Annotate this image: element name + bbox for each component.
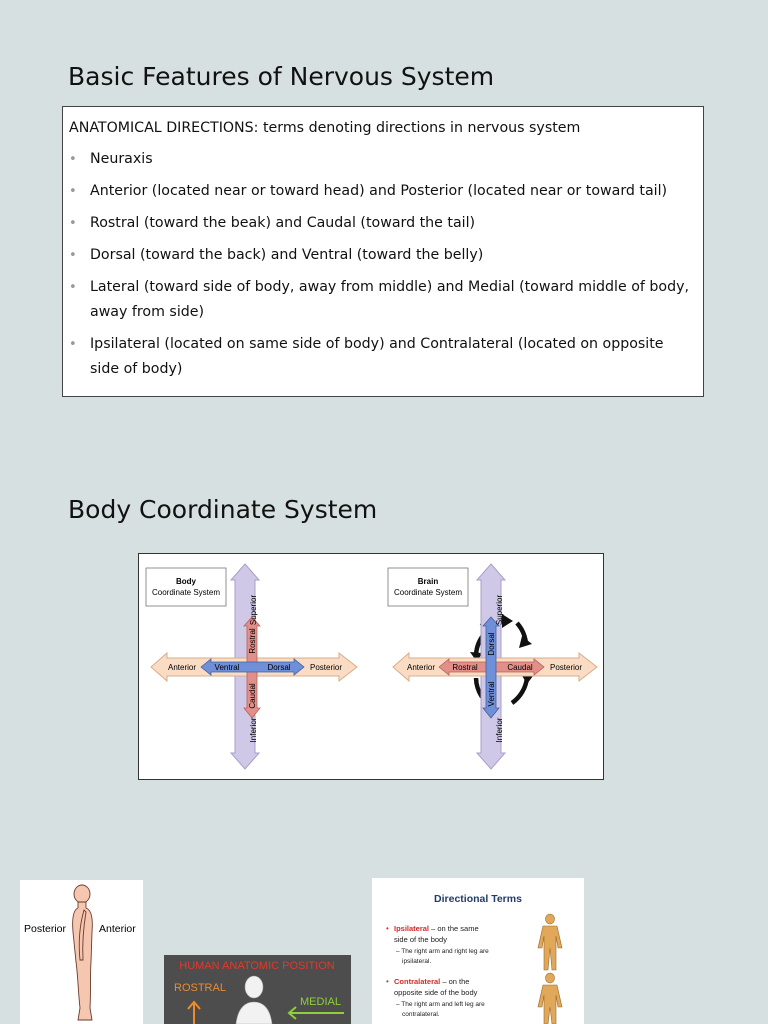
contralateral-example: – The right arm and left leg are (396, 1001, 485, 1008)
bullet-icon: • (69, 216, 77, 231)
brain-dorsal-label: Dorsal (487, 632, 496, 656)
coordinate-system-diagram (138, 553, 604, 780)
body-posterior-label: Posterior (309, 663, 343, 672)
posterior-label: Posterior (24, 923, 67, 935)
ipsilateral-figure-icon (538, 914, 562, 970)
brain-caudal-label: Caudal (507, 663, 533, 672)
body-rostral-label: Rostral (248, 628, 257, 654)
body-dorsal-label: Dorsal (267, 663, 291, 672)
ipsilateral-term: Ipsilateral (394, 924, 430, 933)
bullet-icon: • (386, 924, 389, 933)
bullet-icon: • (69, 184, 77, 199)
brain-coordinate-panel (388, 564, 597, 769)
human-profile-image (20, 880, 143, 1024)
body-label-box (146, 568, 226, 606)
body-anterior-label: Anterior (167, 663, 197, 672)
bullet-icon: • (386, 977, 389, 986)
body-ventral-label: Ventral (214, 663, 240, 672)
anatomical-directions-box (62, 106, 704, 397)
body-label-subtitle: Coordinate System (151, 588, 221, 597)
ipsilateral-def-line2: side of the body (394, 935, 447, 944)
contralateral-figure-icon (538, 973, 562, 1024)
body-superior-label: Superior (249, 594, 258, 626)
body-inferior-label: Inferior (249, 717, 258, 743)
anterior-label: Anterior (99, 923, 136, 935)
rostral-label: ROSTRAL (174, 982, 226, 994)
brain-inferior-label: Inferior (495, 717, 504, 743)
svg-text:Contralateral – on the (394, 977, 469, 986)
contralateral-def-line2: opposite side of the body (394, 988, 478, 997)
section-title-body-coordinate: Body Coordinate System (68, 495, 378, 524)
brain-rostral-label: Rostral (452, 663, 478, 672)
ipsilateral-def: – on the same (429, 924, 479, 933)
body-caudal-label: Caudal (248, 683, 257, 709)
medial-label: MEDIAL (300, 996, 341, 1008)
body-coordinate-panel (146, 564, 357, 769)
list-item: • Rostral (toward the beak) and Caudal (toward the tail) (69, 211, 691, 236)
list-item: • Lateral (toward side of body, away from middle) and Medial (toward middle of body, away from side) (69, 275, 691, 325)
ipsilateral-example: – The right arm and right leg are (396, 948, 489, 955)
brain-anterior-label: Anterior (406, 663, 436, 672)
bullet-icon: • (69, 248, 77, 263)
list-item: • Dorsal (toward the back) and Ventral (toward the belly) (69, 243, 691, 268)
list-item: • Neuraxis (69, 147, 691, 172)
contralateral-def: – on the (440, 977, 470, 986)
anatomic-position-title: HUMAN ANATOMIC POSITION (179, 960, 335, 972)
brain-label-title: Brain (417, 577, 439, 586)
brain-ventral-label: Ventral (487, 681, 496, 707)
directional-terms-title: Directional Terms (434, 893, 522, 905)
brain-superior-label: Superior (495, 594, 504, 626)
section-title-nervous-system: Basic Features of Nervous System (68, 62, 495, 91)
contralateral-example-line2: contralateral. (402, 1011, 440, 1018)
list-item: • Anterior (located near or toward head) and Posterior (located near or toward tail) (69, 179, 691, 204)
contralateral-term: Contralateral (394, 977, 441, 986)
anatomic-position-image (164, 955, 351, 1024)
bullet-icon: • (69, 152, 77, 167)
brain-label-subtitle: Coordinate System (393, 588, 463, 597)
ipsilateral-example-line2: ipsilateral. (402, 958, 432, 965)
directional-terms-image (372, 878, 584, 1024)
brain-posterior-label: Posterior (549, 663, 583, 672)
human-figure-icon (73, 885, 93, 1020)
svg-text:Ipsilateral – on the same (394, 924, 479, 933)
human-front-figure-icon (236, 976, 272, 1024)
left-arrow-icon (289, 1007, 344, 1019)
body-label-title: Body (176, 577, 196, 586)
brain-label-box (388, 568, 468, 606)
up-arrow-icon (188, 1002, 200, 1024)
bullet-icon: • (69, 280, 77, 295)
intro-text: ANATOMICAL DIRECTIONS: terms denoting directions in nervous system (69, 120, 581, 136)
bullet-list (69, 147, 691, 382)
bullet-icon: • (69, 337, 77, 352)
list-item: • Ipsilateral (located on same side of body) and Contralateral (located on opposite side of body) (69, 332, 691, 382)
